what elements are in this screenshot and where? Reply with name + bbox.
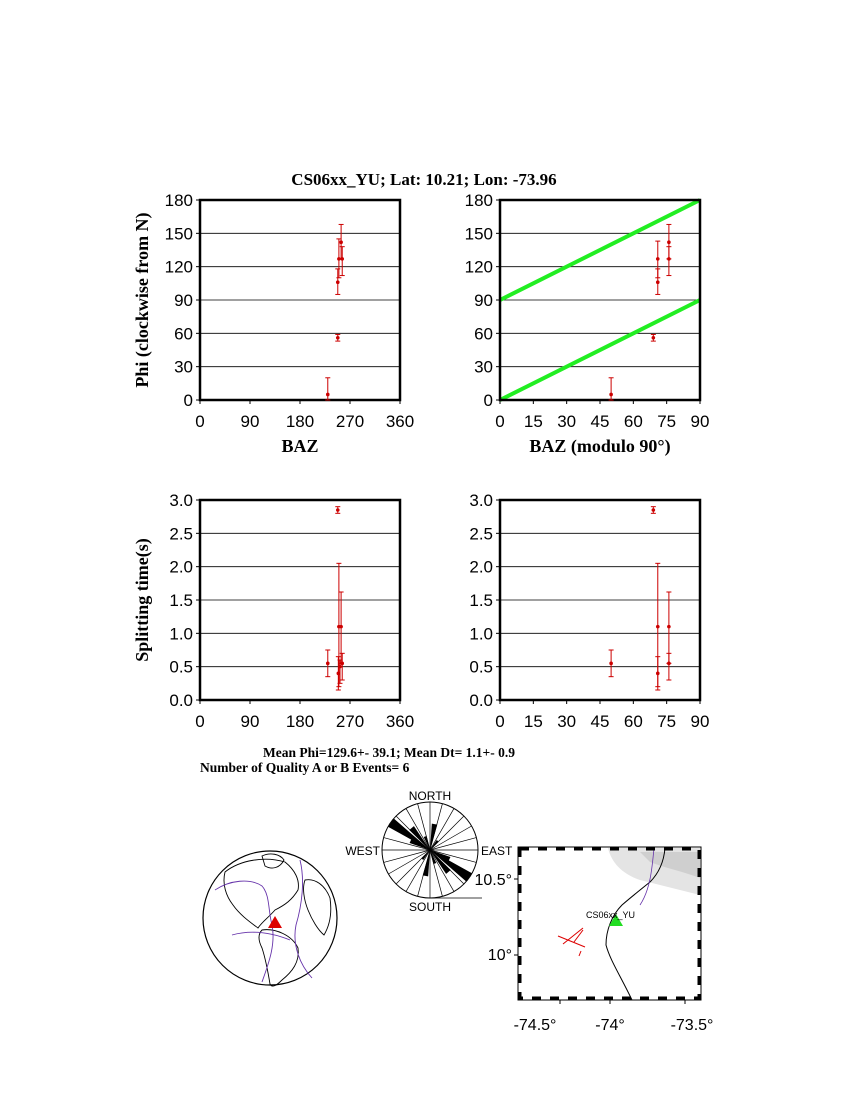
data-point: [656, 280, 660, 284]
map-lon-tick-2: -74°: [595, 1017, 625, 1034]
y-axis-label: Splitting time(s): [132, 538, 152, 662]
data-point: [652, 508, 656, 512]
data-point: [340, 257, 344, 261]
y-tick-label: 2.0: [169, 557, 193, 577]
y-tick-label: 30: [174, 357, 193, 377]
y-tick-label: 150: [464, 224, 493, 244]
rose-west-label: WEST: [345, 844, 380, 858]
x-tick-label: 90: [690, 412, 710, 431]
phi-vs-baz-mod90-panel: [465, 191, 710, 457]
globe-map: [203, 851, 337, 986]
x-tick-label: 0: [195, 412, 205, 431]
x-tick-label: 270: [335, 712, 365, 731]
y-tick-label: 90: [174, 291, 193, 310]
x-tick-label: 360: [385, 412, 415, 431]
y-tick-label: 3.0: [169, 491, 193, 510]
map-lon-tick-1: -74.5°: [513, 1017, 557, 1034]
x-tick-label: 60: [623, 712, 643, 731]
x-tick-label: 360: [385, 712, 415, 731]
data-point: [326, 662, 330, 666]
data-point: [667, 625, 671, 629]
x-tick-label: 30: [557, 412, 577, 431]
data-point: [340, 662, 344, 666]
y-axis-label: Phi (clockwise from N): [132, 212, 152, 388]
y-tick-label: 1.5: [169, 591, 193, 610]
rose-east-label: EAST: [481, 844, 513, 858]
fast-axis-line-1: [500, 300, 700, 400]
mean-summary: Mean Phi=129.6+- 39.1; Mean Dt= 1.1+- 0.9: [263, 745, 515, 760]
rose-south-label: SOUTH: [409, 900, 451, 914]
data-point: [336, 508, 340, 512]
y-tick-label: 1.0: [169, 624, 193, 644]
x-tick-label: 15: [523, 712, 543, 731]
y-tick-label: 0.5: [469, 657, 493, 677]
y-tick-label: 120: [464, 257, 493, 277]
data-point: [667, 257, 671, 261]
y-tick-label: 2.0: [469, 557, 493, 577]
x-tick-label: 0: [195, 712, 205, 731]
x-tick-label: 45: [590, 412, 610, 431]
station-label: CS06xx_YU: [586, 910, 636, 920]
rose-north-label: NORTH: [408, 789, 452, 803]
x-tick-label: 0: [495, 712, 505, 731]
x-axis-label: BAZ (modulo 90°): [529, 436, 671, 456]
x-tick-label: 90: [690, 712, 710, 731]
rose-diagram: [345, 789, 513, 914]
x-tick-label: 45: [590, 712, 610, 731]
x-tick-label: 15: [523, 412, 543, 431]
data-point: [339, 240, 343, 244]
event-count: Number of Quality A or B Events= 6: [200, 760, 410, 775]
y-tick-label: 0.0: [169, 691, 193, 710]
data-point: [656, 257, 660, 261]
data-point: [339, 625, 343, 629]
x-tick-label: 90: [240, 412, 260, 431]
x-tick-label: 30: [557, 712, 577, 731]
globe-outline: [203, 851, 337, 985]
y-tick-label: 2.5: [169, 524, 193, 544]
data-point: [609, 662, 613, 666]
y-tick-label: 0: [483, 391, 493, 410]
data-point: [338, 665, 342, 669]
x-tick-label: 0: [495, 412, 505, 431]
data-point: [336, 280, 340, 284]
data-point: [656, 625, 660, 629]
y-tick-label: 0.0: [469, 691, 493, 710]
y-tick-label: 1.5: [469, 591, 493, 610]
dt-vs-baz-panel: [132, 491, 414, 731]
y-tick-label: 0: [183, 391, 193, 410]
x-tick-label: 75: [657, 412, 677, 431]
y-tick-label: 2.5: [469, 524, 493, 544]
data-point: [336, 336, 340, 340]
data-point: [667, 240, 671, 244]
fast-axis-line-2: [500, 200, 700, 300]
x-tick-label: 90: [240, 712, 260, 731]
x-tick-label: 180: [285, 712, 315, 731]
y-tick-label: 180: [164, 191, 193, 210]
y-tick-label: 1.0: [469, 624, 493, 644]
data-point: [652, 336, 656, 340]
y-tick-label: 30: [474, 357, 493, 377]
map-lat-tick-2: 10°: [487, 947, 512, 964]
y-tick-label: 120: [164, 257, 193, 277]
x-tick-label: 60: [623, 412, 643, 431]
y-tick-label: 0.5: [169, 657, 193, 677]
map-lon-tick-3: -73.5°: [670, 1017, 714, 1034]
y-tick-label: 150: [164, 224, 193, 244]
y-tick-label: 60: [174, 324, 193, 344]
x-tick-label: 75: [657, 712, 677, 731]
x-tick-label: 270: [335, 412, 365, 431]
y-tick-label: 90: [474, 291, 493, 310]
y-tick-label: 180: [464, 191, 493, 210]
page-title: CS06xx_YU; Lat: 10.21; Lon: -73.96: [291, 170, 557, 189]
regional-map: [474, 847, 713, 1034]
data-point: [609, 393, 613, 397]
dt-vs-baz-mod90-panel: [469, 491, 709, 731]
x-tick-label: 180: [285, 412, 315, 431]
y-tick-label: 60: [474, 324, 493, 344]
map-lat-tick-1: 10.5°: [474, 872, 512, 889]
x-axis-label: BAZ: [281, 436, 319, 456]
phi-vs-baz-panel: [132, 191, 414, 456]
y-tick-label: 3.0: [469, 491, 493, 510]
data-point: [326, 393, 330, 397]
